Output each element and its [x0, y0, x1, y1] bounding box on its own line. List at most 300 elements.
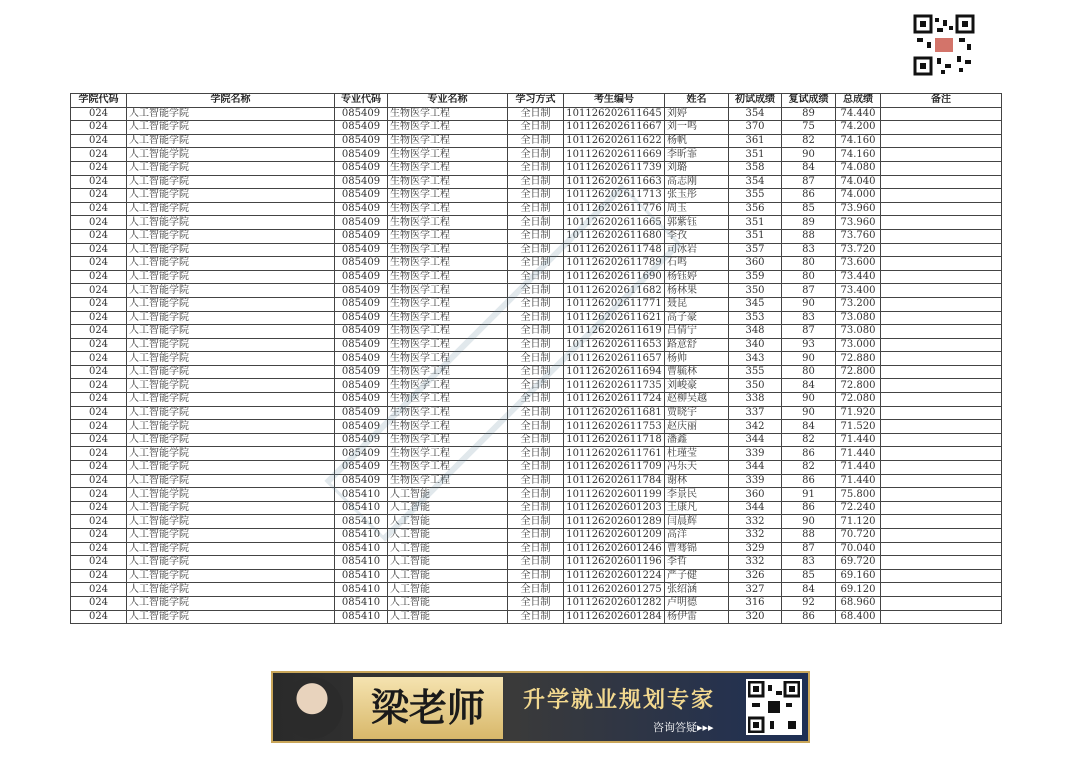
table-row: [71, 488, 1002, 502]
table-row: [71, 202, 1002, 216]
cell-initial-score: 357: [729, 243, 782, 257]
cell-college-code: 024: [71, 420, 127, 434]
cell-retest-score: 86: [782, 610, 836, 624]
table-row: [71, 134, 1002, 148]
cell-major-name: 生物医学工程: [388, 284, 508, 298]
cell-major-code: 085409: [335, 134, 388, 148]
cell-college-name: 人工智能学院: [127, 515, 335, 529]
cell-major-code: 085410: [335, 515, 388, 529]
cell-major-name: 生物医学工程: [388, 257, 508, 271]
cell-initial-score: 332: [729, 556, 782, 570]
cell-total-score: 71.440: [836, 461, 881, 475]
cell-major-code: 085410: [335, 583, 388, 597]
cell-candidate-id: 101126202611663: [564, 175, 665, 189]
cell-remarks: [881, 352, 1002, 366]
cell-candidate-id: 101126202611680: [564, 229, 665, 243]
cell-remarks: [881, 583, 1002, 597]
cell-candidate-id: 101126202611622: [564, 134, 665, 148]
cell-study-mode: 全日制: [508, 189, 564, 203]
cell-remarks: [881, 529, 1002, 543]
banner-consult: 咨询答疑▸▸▸: [653, 721, 714, 734]
cell-retest-score: 88: [782, 529, 836, 543]
cell-initial-score: 360: [729, 257, 782, 271]
cell-college-code: 024: [71, 202, 127, 216]
cell-initial-score: 370: [729, 121, 782, 135]
cell-college-name: 人工智能学院: [127, 529, 335, 543]
table-row: [71, 175, 1002, 189]
cell-major-code: 085409: [335, 175, 388, 189]
cell-college-code: 024: [71, 311, 127, 325]
cell-total-score: 69.120: [836, 583, 881, 597]
cell-candidate-id: 101126202611667: [564, 121, 665, 135]
cell-candidate-id: 101126202601246: [564, 542, 665, 556]
header-total-score: 总成绩: [836, 94, 881, 108]
cell-college-code: 024: [71, 447, 127, 461]
cell-study-mode: 全日制: [508, 569, 564, 583]
cell-candidate-id: 101126202611748: [564, 243, 665, 257]
header-candidate-id: 考生编号: [564, 94, 665, 108]
cell-student-name: 闫晨辉: [665, 515, 729, 529]
cell-study-mode: 全日制: [508, 542, 564, 556]
cell-candidate-id: 101126202611789: [564, 257, 665, 271]
banner-slogan: 升学就业规划专家: [523, 688, 716, 713]
cell-remarks: [881, 284, 1002, 298]
cell-retest-score: 90: [782, 515, 836, 529]
cell-study-mode: 全日制: [508, 610, 564, 624]
cell-student-name: 高子豪: [665, 311, 729, 325]
cell-total-score: 74.160: [836, 148, 881, 162]
cell-initial-score: 350: [729, 284, 782, 298]
cell-major-name: 生物医学工程: [388, 379, 508, 393]
cell-student-name: 冯乐天: [665, 461, 729, 475]
cell-study-mode: 全日制: [508, 243, 564, 257]
cell-study-mode: 全日制: [508, 229, 564, 243]
table-body: [71, 107, 1002, 624]
score-table: [70, 93, 1002, 624]
cell-candidate-id: 101126202611619: [564, 325, 665, 339]
cell-candidate-id: 101126202601282: [564, 596, 665, 610]
cell-student-name: 曹骞锦: [665, 542, 729, 556]
cell-candidate-id: 101126202601275: [564, 583, 665, 597]
table-row: [71, 406, 1002, 420]
cell-remarks: [881, 501, 1002, 515]
cell-candidate-id: 101126202611739: [564, 161, 665, 175]
cell-major-name: 生物医学工程: [388, 447, 508, 461]
cell-candidate-id: 101126202611669: [564, 148, 665, 162]
cell-student-name: 王康凡: [665, 501, 729, 515]
header-name: 姓名: [665, 94, 729, 108]
cell-major-name: 生物医学工程: [388, 420, 508, 434]
cell-remarks: [881, 189, 1002, 203]
cell-initial-score: 348: [729, 325, 782, 339]
cell-college-code: 024: [71, 569, 127, 583]
table-row: [71, 121, 1002, 135]
cell-initial-score: 355: [729, 189, 782, 203]
cell-total-score: 72.800: [836, 379, 881, 393]
cell-initial-score: 351: [729, 148, 782, 162]
cell-total-score: 73.000: [836, 338, 881, 352]
cell-study-mode: 全日制: [508, 311, 564, 325]
cell-initial-score: 338: [729, 393, 782, 407]
cell-candidate-id: 101126202601196: [564, 556, 665, 570]
cell-remarks: [881, 596, 1002, 610]
cell-major-code: 085409: [335, 325, 388, 339]
cell-major-name: 生物医学工程: [388, 229, 508, 243]
cell-major-code: 085409: [335, 393, 388, 407]
cell-major-code: 085409: [335, 189, 388, 203]
cell-study-mode: 全日制: [508, 596, 564, 610]
cell-major-code: 085410: [335, 529, 388, 543]
cell-college-code: 024: [71, 257, 127, 271]
cell-student-name: 贾晓宇: [665, 406, 729, 420]
cell-major-code: 085409: [335, 270, 388, 284]
cell-college-code: 024: [71, 461, 127, 475]
cell-study-mode: 全日制: [508, 474, 564, 488]
cell-initial-score: 342: [729, 420, 782, 434]
cell-remarks: [881, 433, 1002, 447]
cell-retest-score: 90: [782, 148, 836, 162]
cell-college-code: 024: [71, 161, 127, 175]
cell-college-name: 人工智能学院: [127, 447, 335, 461]
cell-student-name: 周玉: [665, 202, 729, 216]
cell-initial-score: 332: [729, 515, 782, 529]
cell-remarks: [881, 542, 1002, 556]
cell-remarks: [881, 461, 1002, 475]
cell-retest-score: 86: [782, 501, 836, 515]
cell-college-name: 人工智能学院: [127, 569, 335, 583]
cell-retest-score: 80: [782, 257, 836, 271]
ad-banner[interactable]: [271, 671, 810, 743]
cell-college-name: 人工智能学院: [127, 379, 335, 393]
cell-retest-score: 87: [782, 175, 836, 189]
cell-total-score: 71.440: [836, 447, 881, 461]
cell-candidate-id: 101126202611681: [564, 406, 665, 420]
cell-candidate-id: 101126202611645: [564, 107, 665, 121]
cell-student-name: 谢林: [665, 474, 729, 488]
cell-remarks: [881, 447, 1002, 461]
cell-initial-score: 339: [729, 447, 782, 461]
cell-college-name: 人工智能学院: [127, 461, 335, 475]
cell-college-code: 024: [71, 175, 127, 189]
cell-major-code: 085409: [335, 229, 388, 243]
cell-total-score: 73.200: [836, 297, 881, 311]
cell-study-mode: 全日制: [508, 379, 564, 393]
cell-student-name: 张绍涵: [665, 583, 729, 597]
cell-major-code: 085409: [335, 352, 388, 366]
cell-college-name: 人工智能学院: [127, 297, 335, 311]
cell-total-score: 73.720: [836, 243, 881, 257]
cell-student-name: 刘婷: [665, 107, 729, 121]
cell-retest-score: 90: [782, 352, 836, 366]
cell-total-score: 70.040: [836, 542, 881, 556]
cell-retest-score: 82: [782, 461, 836, 475]
cell-study-mode: 全日制: [508, 393, 564, 407]
cell-candidate-id: 101126202611718: [564, 433, 665, 447]
cell-college-name: 人工智能学院: [127, 134, 335, 148]
cell-remarks: [881, 297, 1002, 311]
cell-retest-score: 83: [782, 556, 836, 570]
cell-initial-score: 339: [729, 474, 782, 488]
cell-initial-score: 354: [729, 175, 782, 189]
cell-study-mode: 全日制: [508, 202, 564, 216]
cell-total-score: 68.960: [836, 596, 881, 610]
cell-college-name: 人工智能学院: [127, 338, 335, 352]
cell-retest-score: 82: [782, 134, 836, 148]
cell-student-name: 李昕霏: [665, 148, 729, 162]
cell-initial-score: 355: [729, 365, 782, 379]
cell-retest-score: 84: [782, 379, 836, 393]
header-remarks: 备注: [881, 94, 1002, 108]
cell-major-code: 085409: [335, 257, 388, 271]
cell-retest-score: 83: [782, 243, 836, 257]
table-row: [71, 596, 1002, 610]
cell-total-score: 69.720: [836, 556, 881, 570]
cell-college-code: 024: [71, 134, 127, 148]
cell-initial-score: 358: [729, 161, 782, 175]
cell-study-mode: 全日制: [508, 134, 564, 148]
table-row: [71, 365, 1002, 379]
cell-total-score: 74.440: [836, 107, 881, 121]
cell-retest-score: 86: [782, 474, 836, 488]
cell-study-mode: 全日制: [508, 148, 564, 162]
cell-college-code: 024: [71, 365, 127, 379]
table-row: [71, 433, 1002, 447]
cell-total-score: 70.720: [836, 529, 881, 543]
cell-initial-score: 354: [729, 107, 782, 121]
table-row: [71, 325, 1002, 339]
cell-candidate-id: 101126202611665: [564, 216, 665, 230]
cell-major-name: 生物医学工程: [388, 148, 508, 162]
cell-college-code: 024: [71, 243, 127, 257]
cell-major-code: 085409: [335, 365, 388, 379]
cell-major-code: 085410: [335, 501, 388, 515]
cell-major-name: 生物医学工程: [388, 270, 508, 284]
cell-total-score: 72.080: [836, 393, 881, 407]
cell-retest-score: 91: [782, 488, 836, 502]
header-college-name: 学院名称: [127, 94, 335, 108]
cell-major-code: 085409: [335, 243, 388, 257]
cell-major-code: 085409: [335, 107, 388, 121]
cell-total-score: 71.920: [836, 406, 881, 420]
cell-major-name: 生物医学工程: [388, 474, 508, 488]
table-row: [71, 515, 1002, 529]
cell-major-name: 生物医学工程: [388, 134, 508, 148]
cell-college-name: 人工智能学院: [127, 229, 335, 243]
cell-college-name: 人工智能学院: [127, 596, 335, 610]
cell-remarks: [881, 270, 1002, 284]
cell-major-name: 生物医学工程: [388, 243, 508, 257]
cell-major-name: 生物医学工程: [388, 107, 508, 121]
cell-major-code: 085409: [335, 447, 388, 461]
cell-candidate-id: 101126202611761: [564, 447, 665, 461]
cell-college-name: 人工智能学院: [127, 189, 335, 203]
cell-student-name: 严子健: [665, 569, 729, 583]
cell-student-name: 卢明德: [665, 596, 729, 610]
header-major-code: 专业代码: [335, 94, 388, 108]
table-row: [71, 270, 1002, 284]
cell-college-code: 024: [71, 406, 127, 420]
cell-total-score: 74.200: [836, 121, 881, 135]
header-retest-score: 复试成绩: [782, 94, 836, 108]
cell-major-code: 085410: [335, 488, 388, 502]
cell-retest-score: 85: [782, 202, 836, 216]
table-row: [71, 447, 1002, 461]
cell-college-code: 024: [71, 121, 127, 135]
cell-study-mode: 全日制: [508, 556, 564, 570]
cell-initial-score: 337: [729, 406, 782, 420]
cell-student-name: 杜瑾莹: [665, 447, 729, 461]
cell-college-name: 人工智能学院: [127, 270, 335, 284]
cell-student-name: 吕倩宁: [665, 325, 729, 339]
cell-major-name: 生物医学工程: [388, 175, 508, 189]
cell-major-name: 人工智能: [388, 569, 508, 583]
cell-study-mode: 全日制: [508, 121, 564, 135]
cell-student-name: 司冰岩: [665, 243, 729, 257]
cell-total-score: 71.440: [836, 433, 881, 447]
cell-major-code: 085409: [335, 379, 388, 393]
cell-student-name: 高洋: [665, 529, 729, 543]
cell-college-code: 024: [71, 297, 127, 311]
cell-study-mode: 全日制: [508, 488, 564, 502]
cell-major-code: 085410: [335, 569, 388, 583]
cell-total-score: 73.080: [836, 311, 881, 325]
cell-total-score: 72.240: [836, 501, 881, 515]
cell-remarks: [881, 257, 1002, 271]
cell-college-name: 人工智能学院: [127, 284, 335, 298]
cell-retest-score: 85: [782, 569, 836, 583]
cell-college-name: 人工智能学院: [127, 243, 335, 257]
cell-college-code: 024: [71, 596, 127, 610]
cell-major-name: 生物医学工程: [388, 352, 508, 366]
cell-study-mode: 全日制: [508, 107, 564, 121]
cell-college-name: 人工智能学院: [127, 583, 335, 597]
cell-total-score: 75.800: [836, 488, 881, 502]
cell-study-mode: 全日制: [508, 406, 564, 420]
cell-remarks: [881, 216, 1002, 230]
table-row: [71, 420, 1002, 434]
cell-major-code: 085409: [335, 148, 388, 162]
cell-remarks: [881, 202, 1002, 216]
cell-retest-score: 87: [782, 284, 836, 298]
cell-student-name: 路意舒: [665, 338, 729, 352]
table-header-row: [71, 94, 1002, 108]
cell-college-code: 024: [71, 474, 127, 488]
cell-initial-score: 361: [729, 134, 782, 148]
cell-remarks: [881, 243, 1002, 257]
cell-remarks: [881, 229, 1002, 243]
cell-candidate-id: 101126202611735: [564, 379, 665, 393]
cell-student-name: 曹毓林: [665, 365, 729, 379]
cell-retest-score: 84: [782, 420, 836, 434]
cell-remarks: [881, 515, 1002, 529]
cell-college-code: 024: [71, 338, 127, 352]
cell-total-score: 73.960: [836, 202, 881, 216]
cell-college-code: 024: [71, 352, 127, 366]
cell-candidate-id: 101126202601203: [564, 501, 665, 515]
banner-name: 梁老师: [353, 677, 503, 739]
cell-student-name: 张玉彤: [665, 189, 729, 203]
cell-study-mode: 全日制: [508, 270, 564, 284]
cell-remarks: [881, 121, 1002, 135]
cell-major-name: 生物医学工程: [388, 311, 508, 325]
cell-major-name: 人工智能: [388, 596, 508, 610]
cell-college-name: 人工智能学院: [127, 311, 335, 325]
cell-candidate-id: 101126202611653: [564, 338, 665, 352]
cell-retest-score: 93: [782, 338, 836, 352]
cell-major-code: 085409: [335, 474, 388, 488]
table-row: [71, 257, 1002, 271]
cell-total-score: 71.120: [836, 515, 881, 529]
cell-student-name: 刘一鸣: [665, 121, 729, 135]
cell-total-score: 69.160: [836, 569, 881, 583]
cell-college-code: 024: [71, 556, 127, 570]
cell-major-code: 085410: [335, 556, 388, 570]
cell-retest-score: 80: [782, 270, 836, 284]
cell-major-name: 生物医学工程: [388, 121, 508, 135]
cell-major-name: 人工智能: [388, 529, 508, 543]
table-row: [71, 107, 1002, 121]
cell-college-code: 024: [71, 229, 127, 243]
cell-college-name: 人工智能学院: [127, 556, 335, 570]
cell-initial-score: 351: [729, 216, 782, 230]
cell-student-name: 赵庆丽: [665, 420, 729, 434]
cell-total-score: 74.080: [836, 161, 881, 175]
cell-college-code: 024: [71, 515, 127, 529]
cell-initial-score: 356: [729, 202, 782, 216]
cell-candidate-id: 101126202611771: [564, 297, 665, 311]
cell-candidate-id: 101126202611690: [564, 270, 665, 284]
cell-retest-score: 82: [782, 433, 836, 447]
cell-student-name: 李孜: [665, 229, 729, 243]
table-row: [71, 148, 1002, 162]
cell-remarks: [881, 406, 1002, 420]
cell-candidate-id: 101126202601284: [564, 610, 665, 624]
cell-student-name: 李哲: [665, 556, 729, 570]
cell-study-mode: 全日制: [508, 501, 564, 515]
cell-student-name: 杨钰婷: [665, 270, 729, 284]
cell-initial-score: 353: [729, 311, 782, 325]
cell-major-name: 人工智能: [388, 488, 508, 502]
cell-initial-score: 326: [729, 569, 782, 583]
cell-initial-score: 340: [729, 338, 782, 352]
cell-remarks: [881, 420, 1002, 434]
cell-remarks: [881, 311, 1002, 325]
cell-remarks: [881, 325, 1002, 339]
cell-major-code: 085410: [335, 542, 388, 556]
header-initial-score: 初试成绩: [729, 94, 782, 108]
cell-major-code: 085409: [335, 406, 388, 420]
cell-remarks: [881, 488, 1002, 502]
cell-major-code: 085410: [335, 610, 388, 624]
cell-college-name: 人工智能学院: [127, 175, 335, 189]
table-row: [71, 556, 1002, 570]
cell-major-name: 生物医学工程: [388, 202, 508, 216]
qr-code: [913, 14, 975, 76]
cell-candidate-id: 101126202601289: [564, 515, 665, 529]
table-row: [71, 352, 1002, 366]
cell-total-score: 72.880: [836, 352, 881, 366]
cell-major-code: 085409: [335, 433, 388, 447]
cell-college-code: 024: [71, 393, 127, 407]
cell-candidate-id: 101126202611724: [564, 393, 665, 407]
teacher-photo: [281, 677, 343, 739]
cell-total-score: 73.600: [836, 257, 881, 271]
cell-student-name: 潘鑫: [665, 433, 729, 447]
cell-college-code: 024: [71, 189, 127, 203]
cell-initial-score: 329: [729, 542, 782, 556]
cell-major-code: 085409: [335, 297, 388, 311]
cell-initial-score: 344: [729, 461, 782, 475]
